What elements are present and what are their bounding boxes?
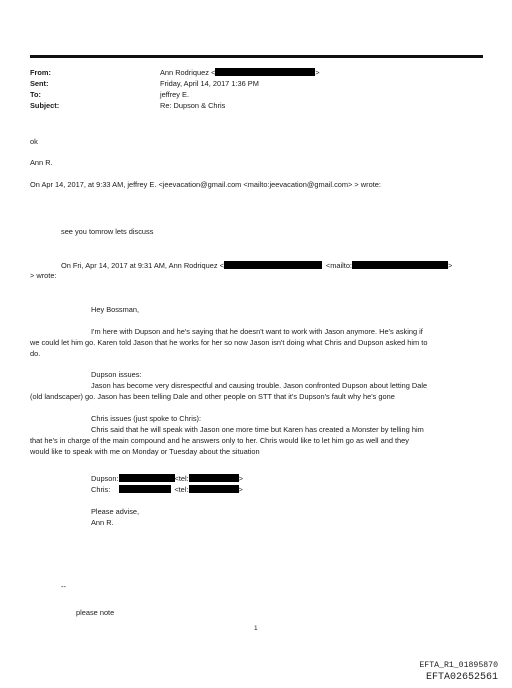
p3-line3: would like to speak with me on Monday or Tuesday about the situation <box>30 447 260 456</box>
quote1-text: see you tomrow lets discuss <box>61 227 154 236</box>
page-number: 1 <box>254 625 258 632</box>
header-rule <box>30 55 483 58</box>
p1-line1: I'm here with Dupson and he's saying that he doesn't want to work with Jason anymore. He's asking if <box>91 327 423 336</box>
quote2-header-part-a: On Fri, Apr 14, 2017 at 9:31 AM, Ann Rodriquez < <box>61 261 224 270</box>
sent-label: Sent: <box>30 79 49 88</box>
contact-chris-tel: <tel: <box>174 485 189 494</box>
redaction-bar <box>352 261 448 269</box>
p1-line3: do. <box>30 349 41 358</box>
contact-dupson-tel: <tel: <box>174 474 189 483</box>
quote1-header: On Apr 14, 2017, at 9:33 AM, jeffrey E. <jeevacation@gmail.com <mailto:jeevacation@gmail.com> > wrote: <box>30 180 381 189</box>
quote2-wrote: > wrote: <box>30 271 57 280</box>
from-value <box>160 68 320 78</box>
contact-dupson-label: Dupson: <box>91 474 119 483</box>
from-label: From: <box>30 68 51 77</box>
subject-value: Re: Dupson & Chris <box>160 101 226 110</box>
contact-chris-label: Chris: <box>91 485 111 494</box>
subject-label: Subject: <box>30 101 60 110</box>
advise-signoff: Ann R. <box>91 518 114 527</box>
from-name: Ann Rodriquez < <box>160 68 216 77</box>
signature-dash: -- <box>61 582 66 591</box>
reply-signoff: Ann R. <box>30 158 53 167</box>
p2-line2: (old landscaper) go. Jason has been telling Dale and other people on STT that it's Dupson's fault why he's gone <box>30 392 395 401</box>
reference-id-1: EFTA_R1_01895870 <box>419 661 498 670</box>
reply-text: ok <box>30 137 38 146</box>
p3-title: Chris issues (just spoke to Chris): <box>91 414 202 423</box>
reference-id-2: EFTA02652561 <box>425 672 498 683</box>
to-label: To: <box>30 90 41 99</box>
quote2-header-part-c: > <box>448 261 453 270</box>
p2-title: Dupson issues: <box>91 370 142 379</box>
quote2-header <box>61 261 452 271</box>
quote2-mailto: <mailto: <box>325 261 352 270</box>
advise-text: Please advise, <box>91 507 140 516</box>
contact-dupson-tel-close: > <box>238 474 244 483</box>
redaction-bar <box>119 485 171 493</box>
contact-chris <box>91 485 243 495</box>
p3-line2: that he's in charge of the main compound and he answers only to her. Chris would like to let him go as well and they <box>30 436 409 445</box>
please-note: please note <box>76 608 115 617</box>
p3-line1: Chris said that he will speak with Jason one more time but Karen has created a Monster by telling him <box>91 425 424 434</box>
p2-line1: Jason has become very disrespectful and causing trouble. Jason confronted Dupson about letting Dale <box>91 381 428 390</box>
p1-line2: we could let him go. Karen told Jason that he works for her so now Jason isn't doing what Chris and Dupson asked him to <box>30 338 428 347</box>
contact-dupson <box>91 474 243 484</box>
to-value: jeffrey E. <box>160 90 190 99</box>
redaction-bar <box>215 68 315 76</box>
greeting: Hey Bossman, <box>91 305 140 314</box>
redaction-bar <box>119 474 175 482</box>
sent-value: Friday, April 14, 2017 1:36 PM <box>160 79 259 88</box>
contact-chris-tel-close: > <box>238 485 243 494</box>
redaction-bar <box>189 485 239 493</box>
redaction-bar <box>224 261 322 269</box>
from-tail: > <box>315 68 320 77</box>
redaction-bar <box>189 474 239 482</box>
